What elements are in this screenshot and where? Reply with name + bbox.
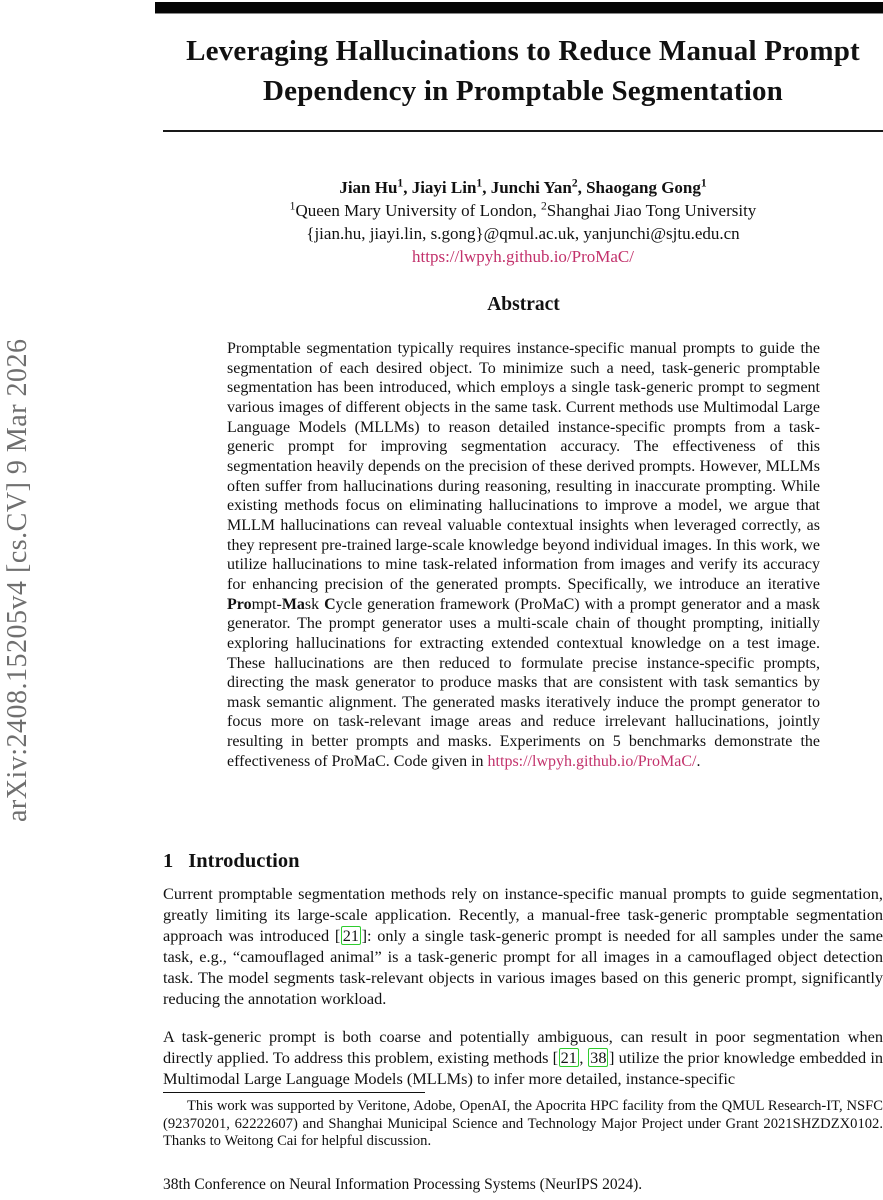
affiliations-line — [163, 199, 883, 222]
citation-link[interactable]: 21 — [560, 1047, 577, 1067]
abstract-heading: Abstract — [487, 294, 560, 315]
paper-title-line2: Dependency in Promptable Segmentation — [263, 75, 783, 107]
project-url-link[interactable]: https://lwpyh.github.io/ProMaC/ — [412, 247, 634, 266]
text-segment: C — [324, 595, 336, 613]
conference-note: 38th Conference on Neural Information Processing Systems (NeurIPS 2024). — [163, 1176, 643, 1193]
text-segment: Promptable segmentation typically requires instance-specific manual prompts to guide the segmentation of each desired object. To minimize such a need, task-generic promptable segmentation has been introduced, which employs a single task-generic prompt to segment various images of different objects in the same task. Current methods use Multimodal Large Language Models (MLLMs) to reason detailed instance-specific prompts from a task-generic prompt for improving segmentation accuracy. The effectiveness of this segmentation heavily depends on the precision of these derived prompts. However, MLLMs often suffer from hallucinations during reasoning, resulting in inaccurate prompting. While existing methods focus on eliminating hallucinations to improve a model, we argue that MLLM hallucinations can reveal valuable contextual insights when leveraged correctly, as they represent pre-trained large-scale knowledge beyond individual images. In this work, we utilize hallucinations to mine task-related information from images and verify its accuracy for enhancing precision of the generated prompts. Specifically, we introduce an iterative — [227, 340, 820, 593]
superscript: 2 — [571, 176, 578, 190]
text-segment: A task-generic prompt is both coarse and potentially ambiguous, can result in poor segmentation when directly applied. To address this problem, existing methods [ — [163, 1027, 883, 1067]
text-segment: Queen Mary University of London, — [295, 201, 541, 220]
text-segment: ycle generation framework (ProMaC) with a prompt generator and a mask generator. The prompt generator uses a multi-scale chain of thought prompting, initially exploring hallucinations for extracting extended contextual knowledge on a test image. These hallucinations are then reduced to formulate precise instance-specific prompts, directing the mask generator to produce masks that are consistent with task semantics by mask semantic alignment. The generated masks iteratively induce the prompt generator to focus more on task-relevant image areas and reduce irrelevant hallucinations, jointly resulting in better prompts and masks. Experiments on 5 benchmarks demonstrate the effectiveness of ProMaC. Code given in — [227, 595, 821, 770]
arxiv-watermark: arXiv:2408.15205v4 [cs.CV] 9 Mar 2026 — [2, 338, 33, 822]
superscript: 1 — [476, 176, 483, 190]
text-segment: Current promptable segmentation methods rely on instance-specific manual prompts to guide segmentation, greatly limiting its large-scale application. Recently, a manual-free task-generic promptable segmentation approach was introduced [ — [163, 884, 883, 945]
text-segment: ]: only a single task-generic prompt is needed for all samples under the same task, e.g., “camouflaged animal” is a task-generic prompt for all images in a camouflaged object detection task. The model segments task-relevant objects in various images based on this generic prompt, significantly reducing the annotation workload. — [163, 925, 883, 1008]
footnote-rule — [163, 1092, 425, 1093]
author-names — [163, 176, 883, 199]
text-segment: . — [696, 752, 701, 770]
footnote-text: This work was supported by Veritone, Adobe, OpenAI, the Apocrita HPC facility from the QMUL Research-IT, NSFC (92370201, 62222607) and Shanghai Municipal Science and Technology Major Project under Grant 2021SHZDZX0102. Thanks to Weitong Cai for helpful discussion. — [163, 1098, 883, 1149]
abstract-text — [227, 339, 820, 771]
intro-paragraph-1 — [163, 884, 883, 1009]
superscript: 2 — [540, 199, 547, 213]
paper-title-line1: Leveraging Hallucinations to Reduce Manual Prompt — [186, 35, 860, 67]
intro-paragraph-2 — [163, 1027, 883, 1090]
text-segment: ] utilize the prior knowledge embedded in Multimodal Large Language Models (MLLMs) to infer more detailed, instance-specific — [163, 1047, 883, 1088]
text-segment: , Shaogang Gong — [577, 178, 701, 197]
citation-link[interactable]: 21 — [342, 925, 360, 945]
section-number: 1 — [163, 850, 174, 872]
emails-line: {jian.hu, jiayi.lin, s.gong}@qmul.ac.uk, yanjunchi@sjtu.edu.cn — [306, 224, 740, 243]
text-segment: , — [579, 1047, 588, 1067]
text-segment: Jian Hu — [339, 178, 398, 197]
text-segment: Shanghai Jiao Tong University — [546, 201, 757, 220]
inline-url-link[interactable]: https://lwpyh.github.io/ProMaC/ — [487, 752, 697, 770]
citation-link[interactable]: 38 — [590, 1047, 607, 1067]
text-segment: sk — [304, 595, 325, 613]
text-segment: , Jiayi Lin — [403, 178, 477, 197]
section-title: Introduction — [188, 850, 300, 872]
superscript: 1 — [700, 176, 707, 190]
text-segment: Pro — [227, 595, 252, 613]
text-segment: Ma — [281, 595, 305, 613]
paper-title — [163, 31, 883, 111]
superscript: 1 — [397, 176, 404, 190]
section-heading-introduction — [163, 850, 883, 873]
text-segment: , Junchi Yan — [482, 178, 572, 197]
top-black-bar — [155, 2, 883, 14]
superscript: 1 — [289, 199, 296, 213]
title-rule — [163, 130, 883, 132]
text-segment: mpt- — [251, 595, 282, 613]
authors-block — [163, 176, 883, 268]
